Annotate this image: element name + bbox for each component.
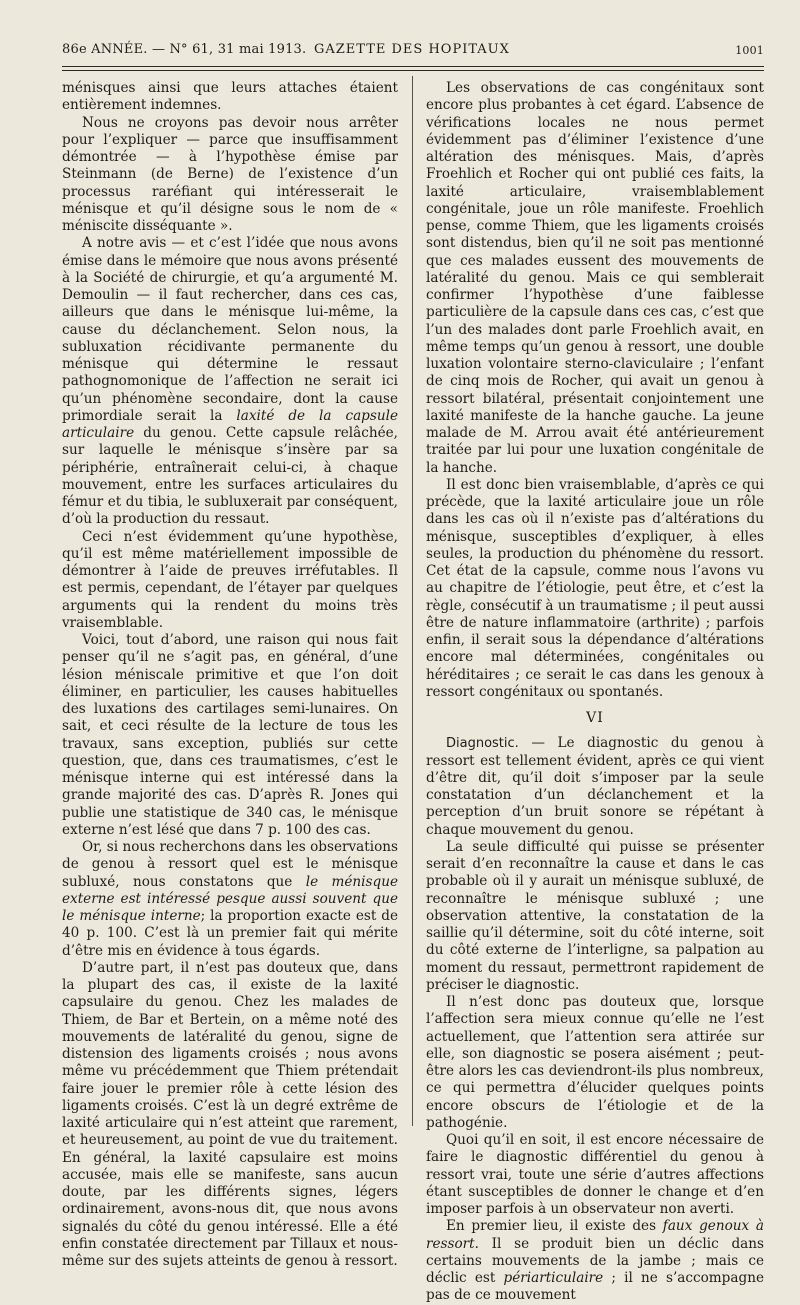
- left-column: [62, 80, 398, 1270]
- paragraph: [426, 477, 764, 701]
- paragraph-text: Il est donc bien vraisemblable, d’après ce qui précède, que la laxité articulaire joue un rôle dans les cas où il n’existe pas d’altérations du ménisque, susceptibles d’expliquer, à elles seules, la production du phénomène du ressort. Cet état de la capsule, comme nous l’avons vu au chapitre de l’étiologie, peut être, et c’est la règle, consécutif à un traumatisme ; il peut aussi être de nature inflammatoire (arthrite) ; parfois enfin, il serait sous la dépendance d’altérations encore mal déterminées, congénitales ou héréditaires ; ce serait le cas dans les genoux à ressort congénitaux ou spontanés.: [426, 476, 764, 700]
- italic-phrase: laxité de la capsule articulaire: [62, 407, 398, 441]
- paragraph-text: En premier lieu, il existe des: [446, 1218, 663, 1235]
- paragraph-text: Voici, tout d’abord, une raison qui nous fait penser qu’il ne s’agit pas, en général, d’une lésion méniscale primitive et que l’on doit éliminer, en particulier, les causes habituelles des luxations des cartilages semi-lunaires. On sait, et ceci résulte de la lecture de tous les travaux, sans exception, publiés sur cette question, que, dans ces traumatismes, c’est le ménisque interne qui est intéressé dans la grande majorité des cas. D’après R. Jones qui publie une statistique de 340 cas, le ménisque externe n’est lésé que dans 7 p. 100 des cas.: [62, 632, 398, 838]
- paragraph-text: du genou. Cette capsule relâchée, sur laquelle le ménisque s’insère par sa périphérie, entraînerait celui-ci, à chaque mouvement, entre les surfaces articulaires du fémur et du tibia, le subluxerait par conséquent, d’où la production du ressaut.: [62, 425, 398, 528]
- paragraph-text: Il n’est donc pas douteux que, lorsque l’affection sera mieux connue qu’elle ne l’est actuellement, que l’attention sera attirée sur elle, son diagnostic se posera aisément ; peut-être alors les cas deviendront-ils plus nombreux, ce qui permettra d’élucider quelques points encore obscurs de l’étiologie et de la pathogénie.: [426, 994, 764, 1131]
- paragraph-text: Quoi qu’il en soit, il est encore nécessaire de faire le diagnostic différentiel du genou à ressort vrai, toute une série d’autres affections étant susceptibles de donner le change et d’en imposer parfois à un observateur non averti.: [426, 1132, 764, 1217]
- paragraph: [426, 80, 764, 477]
- right-column: [426, 80, 764, 1305]
- paragraph-text: Nous ne croyons pas devoir nous arrêter pour l’expliquer — parce que insuffisamment démontrée — à l’hypothèse émise par Steinmann (de Berne) de l’existence d’un processus raréfiant qui intéresserait le ménisque et qu’il désigne sous le nom de « méniscite disséquante ».: [62, 114, 398, 234]
- paragraph-text: La seule difficulté qui puisse se présenter serait d’en reconnaître la cause et dans le cas probable où il y aurait un ménisque subluxé, de reconnaître le ménisque subluxé ; une observation attentive, la constatation de la saillie qu’il détermine, soit du côté interne, soit du côté externe de l’interligne, sa palpation au moment du ressaut, permettront rapidement de préciser le diagnostic.: [426, 838, 764, 993]
- paragraph: [62, 529, 398, 633]
- paragraph: [62, 632, 398, 839]
- italic-phrase: faux genoux à ressort: [426, 1218, 765, 1252]
- page-number: 1001: [735, 44, 764, 57]
- issue-info: 86e ANNÉE. — N° 61, 31 mai 1913.: [62, 42, 307, 57]
- paragraph: [62, 839, 398, 960]
- paragraph: [62, 960, 398, 1271]
- header-rule-bottom: [62, 70, 764, 71]
- paragraph-text: Les observations de cas congénitaux sont encore plus probantes à cet égard. L’absence de vérifications locales ne nous permet évidemment pas d’éliminer l’existence d’une altération des ménisques. Mais, d’après Froehlich et Rocher qui ont publié ces faits, la laxité articulaire, vraisemblablement congénitale, joue un rôle manifeste. Froehlich pense, comme Thiem, que les ligaments croisés sont distendus, bien qu’il ne soit pas mentionné que ces malades eussent des mouvements de latéralité du genou. Mais ce qui semblerait confirmer l’hypothèse d’une faiblesse particulière de la capsule dans ces cas, c’est que l’un des malades dont parle Froehlich avait, en même temps qu’un genou à ressort, une double luxation volontaire sterno-claviculaire ; l’enfant de cinq mois de Rocher, qui avait un genou à ressort bilatéral, présentait conjointement une laxité manifeste de la hanche gauche. La jeune malade de M. Arrou avait été antérieurement traitée par lui pour une luxation congénitale de la hanche.: [426, 80, 764, 476]
- page-header: [62, 42, 764, 62]
- paragraph-text: ; la proportion exacte est de 40 p. 100. C’est là un premier fait qui mérite d’être mis en évidence à tous égards.: [62, 908, 398, 959]
- paragraph-text: D’autre part, il n’est pas douteux que, dans la plupart des cas, il existe de la laxité capsulaire du genou. Chez les malades de Thiem, de Bar et Bertein, on a même noté des mouvements de latéralité du genou, signe de distension des ligaments croisés ; nous avons même vu précédemment que Thiem prétendait faire jouer le premier rôle à cette lésion des ligaments croisés. C’est là un degré extrême de laxité articulaire qui n’est atteint que rarement, et heureusement, au point de vue du traitement. En général, la laxité capsulaire est moins accusée, mais elle se manifeste, sans aucun doute, par les différents signes, légers ordinairement, avons-nous dit, que nous avons signalés du côté du genou intéressé. Elle a été enfin constatée directement par Tillaux et nous-même sur des sujets atteints de genou à ressort.: [62, 959, 398, 1269]
- paragraph-text: ménisques ainsi que leurs attaches étaient entièrement indemnes.: [62, 80, 398, 114]
- paragraph-text: . Il se produit bien un déclic dans certains mouvements de la jambe ; mais ce déclic est: [426, 1235, 764, 1286]
- paragraph-text: A notre avis — et c’est l’idée que nous avons émise dans le mémoire que nous avons présenté à la Société de chirurgie, et qu’a argumenté M. Demoulin — il faut rechercher, dans ces cas, ailleurs que dans le ménisque lui-même, la cause du déclanchement. Selon nous, la subluxation récidivante permanente du ménisque qui détermine le ressaut pathognomonique de l’affection ne serait ici qu’un phénomène secondaire, dont la cause primordiale serait la: [62, 235, 398, 424]
- header-rule-top: [62, 66, 764, 67]
- italic-phrase: périarticulaire: [503, 1270, 604, 1286]
- paragraph-text: ; il ne s’accompagne pas de ce mouvement: [426, 1270, 764, 1304]
- paragraph: [426, 994, 764, 1132]
- paragraph: [426, 1132, 764, 1218]
- paragraph: [62, 80, 398, 115]
- paragraph-text: Or, si nous recherchons dans les observations de genou à ressort quel est le ménisque subluxé, nous constatons que: [62, 839, 398, 890]
- paragraph-text: Ceci n’est évidemment qu’une hypothèse, qu’il est même matériellement impossible de démontrer à l’aide de preuves irréfutables. Il est permis, cependant, de l’étayer par quelques arguments qui la rendent du moins très vraisemblable.: [62, 528, 398, 631]
- paragraph: [62, 115, 398, 236]
- section-heading: VI: [586, 710, 604, 726]
- section-lead: Diagnostic.: [446, 736, 519, 752]
- italic-phrase: le ménisque externe est intéressé pesque aussi souvent que le ménisque interne: [62, 873, 399, 924]
- column-divider: [412, 76, 413, 1126]
- paragraph: [426, 735, 764, 839]
- paragraph-text: — Le diagnostic du genou à ressort est tellement évident, après ce qui vient d’être dit, qu’il doit s’imposer par la seule constatation d’un déclanchement et la perception d’un bruit sonore se répétant à chaque mouvement du genou.: [426, 735, 764, 838]
- paragraph: [426, 1218, 764, 1304]
- paragraph: [426, 839, 764, 994]
- paragraph: [62, 235, 398, 528]
- journal-title: GAZETTE DES HOPITAUX: [314, 42, 510, 57]
